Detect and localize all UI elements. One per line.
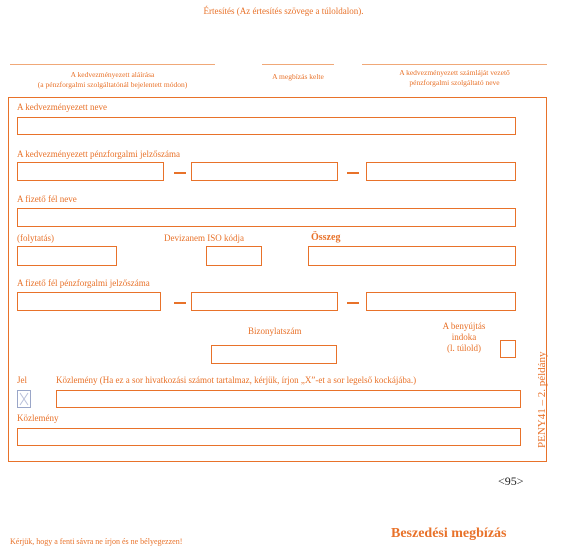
page-number: <95> — [498, 474, 524, 488]
date-line — [262, 64, 334, 65]
beneficiary-account-field-3[interactable] — [366, 162, 516, 181]
reason-label-1: A benyújtás — [442, 321, 486, 331]
memo-reference-field[interactable] — [56, 390, 521, 408]
continuation-label: (folytatás) — [17, 233, 54, 243]
form-title: Beszedési megbízás — [391, 526, 507, 541]
footer-note: Kérjük, hogy a fenti sávra ne írjon és ne bélyegezzen! — [10, 537, 183, 546]
document-number-field[interactable] — [211, 345, 337, 364]
beneficiary-account-label: A kedvezményezett pénzforgalmi jelzőszáma — [17, 149, 181, 159]
account-provider-label-1: A kedvezményezett számláját vezető — [399, 68, 510, 77]
memo-instruction-label: Közlemény (Ha ez a sor hivatkozási számot tartalmaz, kérjük, írjon „X”-et a sor legelső kockájába.) — [56, 375, 417, 385]
currency-iso-field[interactable] — [206, 246, 262, 266]
reason-label-3: (l. túlold) — [447, 343, 481, 353]
mark-checkbox[interactable] — [17, 390, 31, 408]
memo-field[interactable] — [17, 428, 521, 446]
amount-label: Összeg — [311, 232, 341, 243]
dash-separator — [347, 172, 359, 174]
payer-account-label: A fizető fél pénzforgalmi jelzőszáma — [17, 278, 150, 288]
notice-text: Értesítés (Az értesítés szövege a túloldalon). — [203, 6, 364, 16]
account-provider-label-2: pénzforgalmi szolgáltató neve — [409, 78, 500, 87]
cross-icon — [18, 391, 30, 407]
order-date-label: A megbízás kelte — [272, 72, 324, 81]
beneficiary-signature-note: (a pénzforgalmi szolgáltatónál bejelentett módon) — [37, 80, 188, 89]
memo-label: Közlemény — [17, 413, 59, 423]
payer-name-label: A fizető fél neve — [17, 194, 77, 204]
document-number-label: Bizonylatszám — [248, 326, 302, 336]
amount-field[interactable] — [308, 246, 516, 266]
payer-name-field[interactable] — [17, 208, 516, 227]
currency-iso-label: Devizanem ISO kódja — [164, 233, 244, 243]
dash-separator — [174, 302, 186, 304]
continuation-field[interactable] — [17, 246, 117, 266]
beneficiary-account-field-2[interactable] — [191, 162, 338, 181]
provider-line — [362, 64, 547, 65]
beneficiary-signature-label: A kedvezményezett aláírása — [70, 70, 155, 79]
beneficiary-account-field-1[interactable] — [17, 162, 164, 181]
reason-label-2: indoka — [451, 332, 477, 342]
signature-line — [10, 64, 215, 65]
beneficiary-name-label: A kedvezményezett neve — [17, 102, 107, 112]
dash-separator — [174, 172, 186, 174]
payer-account-field-3[interactable] — [366, 292, 516, 311]
reason-field[interactable] — [500, 340, 516, 358]
payer-account-field-2[interactable] — [191, 292, 338, 311]
mark-label: Jel — [17, 375, 27, 385]
dash-separator — [347, 302, 359, 304]
beneficiary-name-field[interactable] — [17, 117, 516, 135]
form-code-label: PENY41 – 2. példány — [536, 351, 548, 448]
payer-account-field-1[interactable] — [17, 292, 161, 311]
